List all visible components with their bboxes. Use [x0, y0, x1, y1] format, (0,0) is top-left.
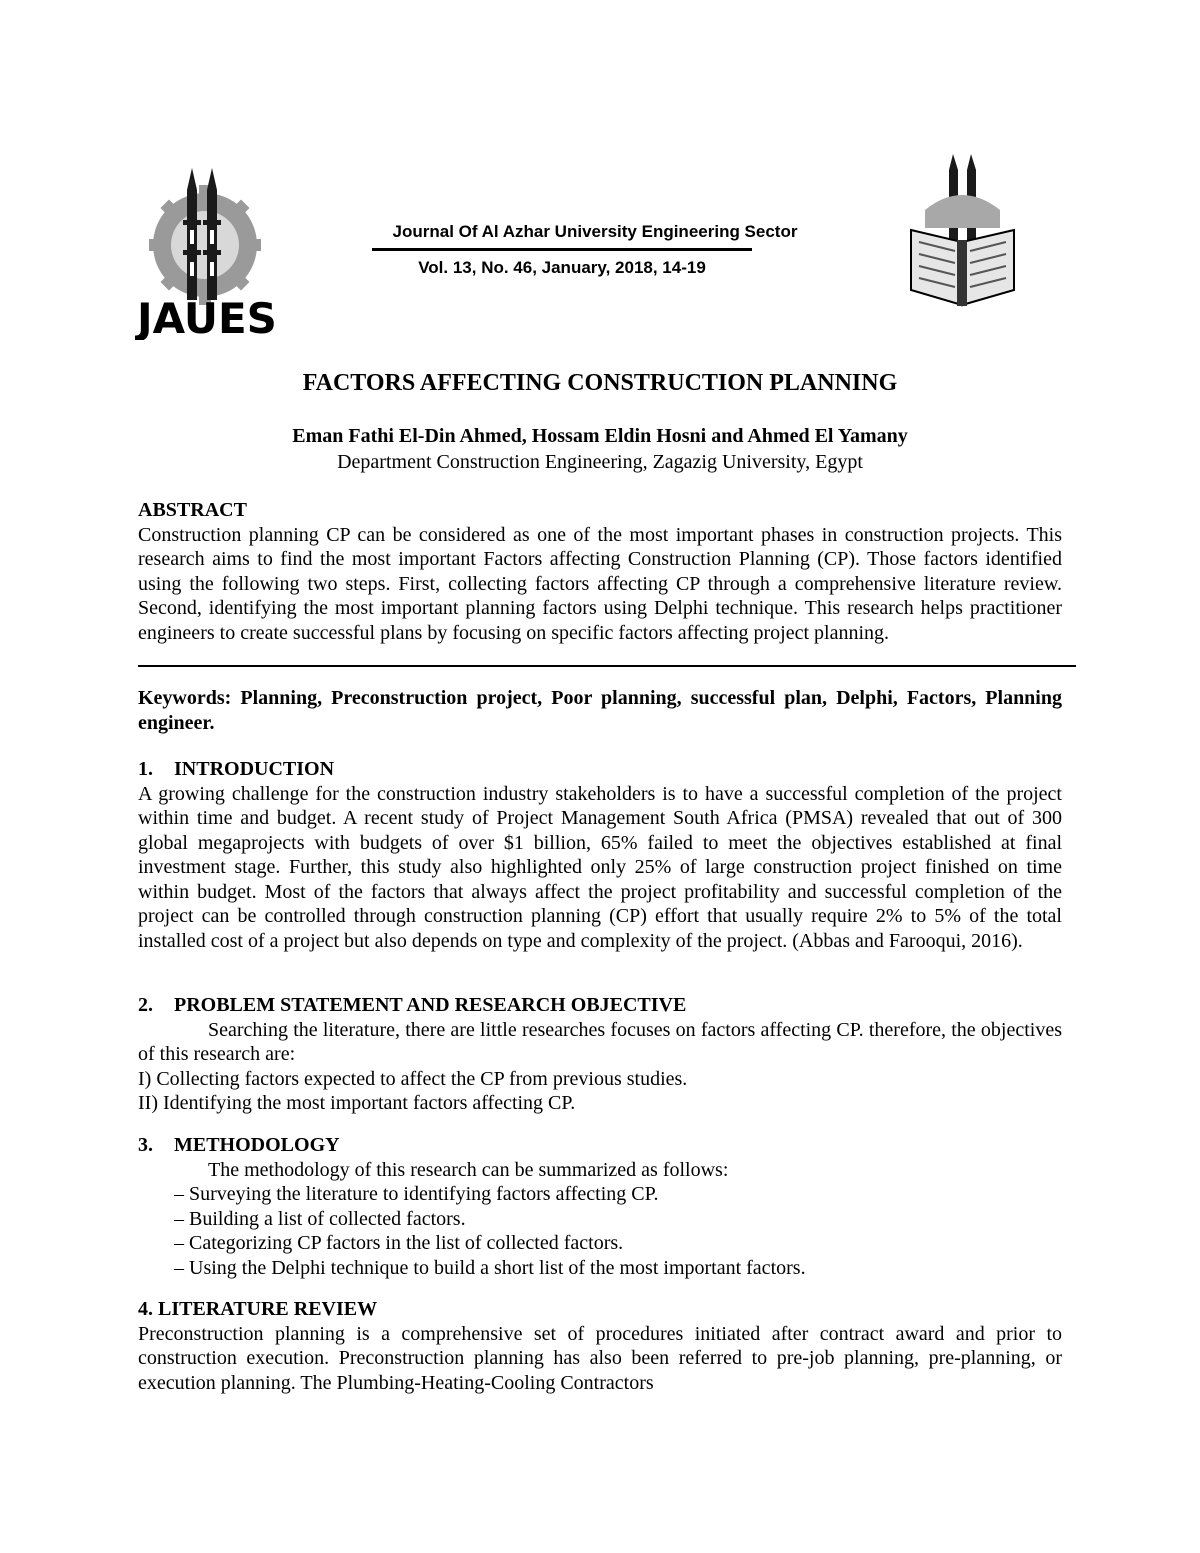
literature-review-text: Preconstruction planning is a comprehensive set of procedures initiated after contract award and prior to construction execution. Preconstruction planning has also been referred to pre-job planning, pre-planning, or execution planning. The Plumbing-Heating-Cooling Contractors — [138, 1322, 1062, 1394]
methodology-list — [138, 1182, 1062, 1280]
section-title: INTRODUCTION — [174, 758, 335, 780]
section-title: PROBLEM STATEMENT AND RESEARCH OBJECTIVE — [174, 994, 687, 1016]
methodology-item: – Surveying the literature to identifying factors affecting CP. — [174, 1183, 659, 1205]
jaues-logo — [135, 150, 285, 340]
affiliation: Department Construction Engineering, Zagazig University, Egypt — [337, 451, 863, 473]
header-rule — [372, 248, 752, 251]
introduction-text: A growing challenge for the construction industry stakeholders is to have a successful completion of the project within time and budget. A recent study of Project Management South Africa (PMSA) revealed that out of 300 global megaprojects with budgets of over $1 billion, 65% failed to meet the objectives established at final investment stage. Further, this study also highlighted only 25% of large construction project finished on time within budget. Most of the factors that always affect the project profitability and successful completion of the project can be controlled through construction planning (CP) effort that usually require 2% to 5% of the total installed cost of a project but also depends on type and complexity of the project. (Abbas and Farooqui, 2016). — [138, 782, 1062, 952]
section-title: METHODOLOGY — [174, 1134, 340, 1156]
section-heading-methodology — [138, 1133, 1062, 1158]
section-methodology — [138, 1133, 1062, 1280]
section-heading-introduction — [138, 757, 1062, 782]
section-number: 1. — [138, 758, 153, 780]
keywords: Keywords: Planning, Preconstruction project, Poor planning, successful plan, Delphi, Factors, Planning engineer. — [138, 687, 1062, 734]
section-number: 2. — [138, 994, 153, 1016]
section-literature-review — [138, 1297, 1062, 1395]
abstract-rule — [138, 665, 1076, 667]
abstract-section — [138, 498, 1062, 645]
objective-item: II) Identifying the most important factors affecting CP. — [138, 1092, 576, 1114]
paper-title: FACTORS AFFECTING CONSTRUCTION PLANNING — [302, 370, 898, 396]
section-heading-literature-review: 4. LITERATURE REVIEW — [138, 1298, 378, 1320]
al-azhar-university-seal — [905, 150, 1020, 310]
problem-text: Searching the literature, there are little researches focuses on factors affecting CP. therefore, the objectives of this research are: — [138, 1018, 1062, 1065]
abstract-heading: ABSTRACT — [138, 499, 247, 521]
section-heading-problem — [138, 993, 1062, 1018]
section-number: 3. — [138, 1134, 153, 1156]
section-introduction — [138, 757, 1062, 953]
svg-text:JAUES: JAUES — [137, 294, 277, 340]
methodology-item: – Building a list of collected factors. — [174, 1207, 466, 1230]
section-problem-statement — [138, 993, 1062, 1116]
methodology-item: – Categorizing CP factors in the list of collected factors. — [174, 1232, 624, 1254]
objective-item: I) Collecting factors expected to affect the CP from previous studies. — [138, 1067, 688, 1090]
journal-name: Journal Of Al Azhar University Engineering Sector — [392, 222, 798, 241]
methodology-text: The methodology of this research can be summarized as follows: — [208, 1158, 729, 1181]
journal-volume: Vol. 13, No. 46, January, 2018, 14-19 — [418, 258, 706, 277]
methodology-item: – Using the Delphi technique to build a short list of the most important factors. — [174, 1256, 806, 1279]
authors: Eman Fathi El-Din Ahmed, Hossam Eldin Hosni and Ahmed El Yamany — [292, 425, 908, 447]
abstract-text: Construction planning CP can be considered as one of the most important phases in construction projects. This research aims to find the most important Factors affecting Construction Planning (CP). Those factors identified using the following two steps. First, collecting factors affecting CP through a comprehensive literature review. Second, identifying the most important planning factors using Delphi technique. This research helps practitioner engineers to create successful plans by focusing on specific factors affecting project planning. — [138, 523, 1062, 644]
